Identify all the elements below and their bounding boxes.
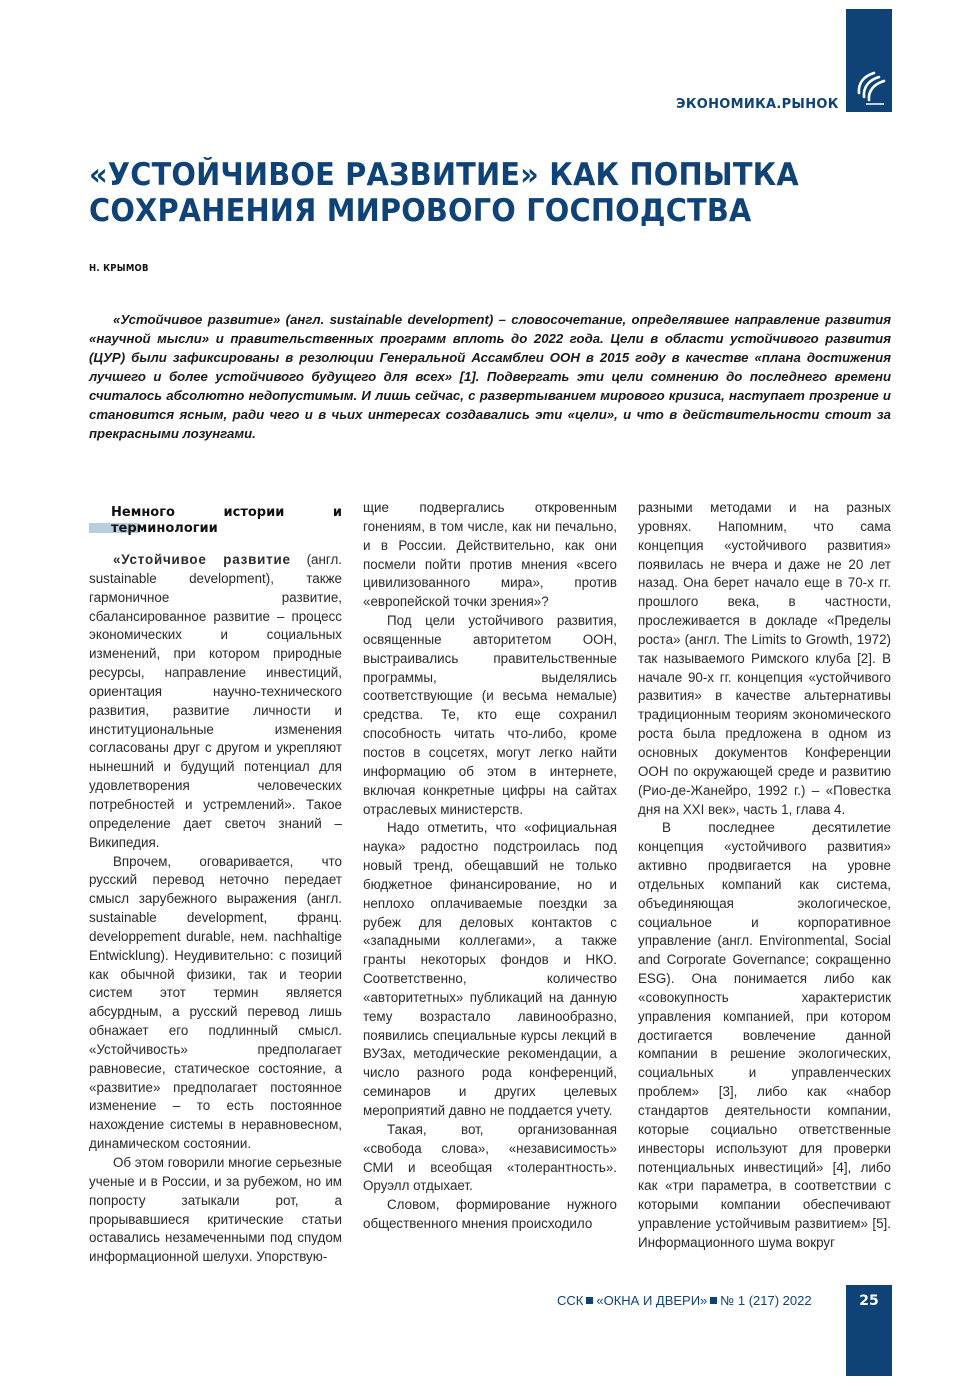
paragraph: «Устойчивое развитие (англ. sustainable development), также гармоничное развитие, сбалансированное развитие – процесс экономических и социальных изменений, при котором природные ресурсы, направление инвестиций, ориентация научно-технического развития, развитие личности и институциональные изменения согласованы друг с другом и укрепляют нынешний и будущий потенциал для удовлетворения человеческих потребностей и устремлений». Такое определение дает светоч знаний – Википедия. — [89, 552, 342, 850]
author-name: Н. КРЫМОВ — [89, 263, 149, 274]
footer-publisher: ССК — [557, 1293, 584, 1308]
paragraph: разными методами и на разных уровнях. Напомним, что сама концепция «устойчивого развития» появилась не вчера и даже не 20 лет назад. Она берет начало еще в 70-х гг. прошлого века, в частности, прослеживается в докладе «Пределы роста» (англ. The Limits to Growth, 1972) так называемого Римского клуба [2]. В начале 90-х гг. концепция «устойчивого развития» в качестве альтернативы традиционным теориям экономического роста была предложена в одном из основных документов Конференции ООН по окружающей среде и развитию (Рио-де-Жанейро, 1992 г.) – «Повестка дня на XXI век», часть 1, глава 4. — [638, 500, 891, 817]
feather-stripes-logo-icon — [852, 67, 886, 107]
footer-magazine: «ОКНА И ДВЕРИ» — [596, 1293, 708, 1308]
page-number-tab — [846, 1285, 892, 1376]
paragraph: В последнее десятилетие концепция «устойчивого развития» активно продвигается на уровне отдельных компаний как система, объединяющая экологическое, социальное и корпоративное управление (англ. Environmental, Social and Corporate Governance; сокращенно ESG). Она понимается либо как «совокупность характеристик управления компанией, при котором достигается вовлечение данной компании в решение экологических, социальных и управленческих проблем» [3], либо как «набор стандартов деятельности компании, которые социально ответственные инвесторы используют для проверки потенциальных инвестиций» [4], либо как «три параметра, в соответствии с которыми компании обеспечивают управление устойчивым развитием» [5]. Информационного шума вокруг — [638, 820, 891, 1250]
paragraph: Впрочем, оговаривается, что русский перевод неточно передает смысл зарубежного выражения (англ. sustainable development, франц. developpement durable, нем. nachhaltige Entwicklung). Неудивительно: с позиций как обычной физики, так и теории систем этот термин является абсурдным, а русский перевод лишь обнажает его подлинный смысл. «Устойчивость» предполагает равновесие, статическое состояние, а «развитие» предполагает постоянное изменение – то есть постоянное нахождение системы в неравновесном, динамическом состоянии. — [89, 853, 342, 1152]
paragraph: Словом, формирование нужного общественного мнения происходило — [363, 1197, 617, 1232]
paragraph: Надо отметить, что «официальная наука» радостно подстроилась под новый тренд, обещавший не только бюджетное финансирование, но и неплохо оплачиваемые поездки за рубеж для деловых контактов с «западными коллегами», а также гранты некоторых фондов и НКО. Соответственно, количество «авторитетных» публикаций на данную тему возрастало лавинообразно, появились специальные курсы лекций в ВУЗах, методические рекомендации, а число разного рода конференций, семинаров и других целевых мероприятий давно не поддается учету. — [363, 820, 617, 1118]
text-column-1 — [89, 499, 342, 1267]
page-number: 25 — [859, 1293, 879, 1309]
article-title — [89, 157, 799, 229]
title-line-2: СОХРАНЕНИЯ МИРОВОГО ГОСПОДСТВА — [89, 193, 752, 229]
subheading-text: Немного истории и терминологии — [111, 505, 342, 536]
paragraph: щие подвергались откровенным гонениям, в том числе, как ни печально, и в России. Действительно, как они посмели пойти против мнения «всего цивилизованного мира», против «европейской точки зрения»? — [363, 500, 617, 610]
title-line-1: «УСТОЙЧИВОЕ РАЗВИТИЕ» КАК ПОПЫТКА — [89, 157, 799, 193]
defined-term: «Устойчивое развитие — [113, 552, 291, 567]
footer-publication-info — [557, 1293, 812, 1308]
square-bullet-icon — [710, 1297, 717, 1304]
square-bullet-icon — [586, 1297, 593, 1304]
header-color-bar — [846, 9, 892, 112]
text-column-2 — [363, 499, 617, 1234]
paragraph: Под цели устойчивого развития, освященные авторитетом ООН, выстраивались правительственные программы, выделялись соответствующие (и весьма немалые) средства. Те, кто еще сохранил способность читать что-либо, кроме постов в соцсетях, могут легко найти информацию об этом в интернете, включая конкретные цифры на сайтах отраслевых министерств. — [363, 613, 617, 817]
text-column-3 — [638, 499, 891, 1253]
section-label: ЭКОНОМИКА.РЫНОК — [676, 97, 839, 112]
footer-issue: № 1 (217) 2022 — [720, 1293, 812, 1308]
subheading — [89, 505, 342, 537]
paragraph: Такая, вот, организованная «свобода слова», «независимость» СМИ и всеобщая «толерантность». Оруэлл отдыхает. — [363, 1121, 617, 1194]
paragraph: Об этом говорили многие серьезные ученые и в России, и за рубежом, но им попросту затыкали рот, а прорывавшиеся критические статьи оставались незамеченными под спудом информационной шелухи. Упорствую- — [89, 1155, 342, 1265]
lead-paragraph: «Устойчивое развитие» (англ. sustainable development) – словосочетание, определявшее направление развития «научной мысли» и правительственных программ вплоть до 2022 года. Цели в области устойчивого развития (ЦУР) были зафиксированы в резолюции Генеральной Ассамблеи ООН в 2015 году в качестве «плана достижения лучшего и более устойчивого будущего для всех» [1]. Подвергать эти цели сомнению до последнего времени считалось абсолютно недопустимым. И лишь сейчас, с развертыванием мирового кризиса, наступает прозрение и становится ясным, ради чего и в чьих интересах создавались эти «цели», и что в действительности стоит за прекрасными лозунгами. — [89, 312, 891, 441]
